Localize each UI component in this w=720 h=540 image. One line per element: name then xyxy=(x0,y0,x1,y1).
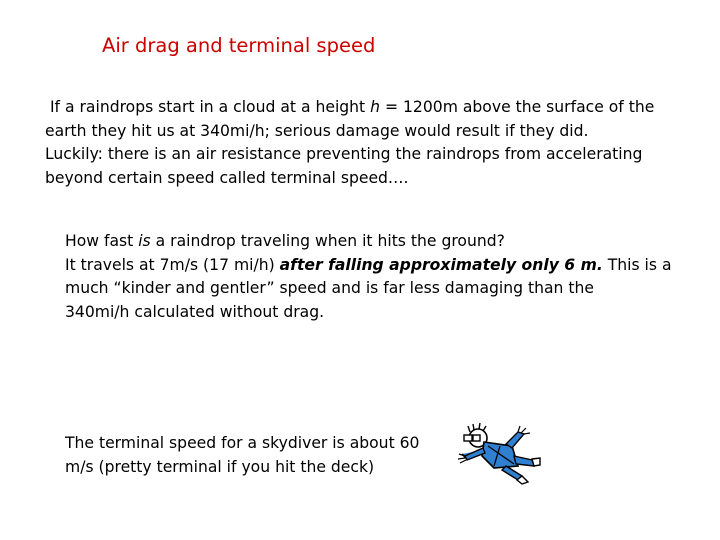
intro-line-4: beyond certain speed called terminal speed…. xyxy=(45,168,409,187)
intro-line-1 xyxy=(45,96,685,120)
question-line-3: much “kinder and gentler” speed and is far less damaging than the xyxy=(65,279,594,298)
emphasis-is: is xyxy=(138,232,151,250)
emphasis-distance: after falling approximately only 6 m. xyxy=(279,255,603,274)
skydiver-line-2: m/s (pretty terminal if you hit the deck) xyxy=(65,457,375,476)
intro-line-3: Luckily: there is an air resistance preventing the raindrops from accelerating xyxy=(45,145,643,164)
slide-title: Air drag and terminal speed xyxy=(102,34,376,57)
question-line-1-end: a raindrop traveling when it hits the ground? xyxy=(150,232,505,250)
question-line-1 xyxy=(65,230,685,254)
question-paragraph xyxy=(65,230,685,324)
question-line-2-end: This is a xyxy=(602,255,672,274)
skydiver-paragraph xyxy=(65,432,445,479)
intro-line-1-end: = 1200m above the surface of the xyxy=(380,98,655,116)
skydiver-line-1: The terminal speed for a skydiver is about 60 xyxy=(65,434,420,452)
intro-line-1-start: If a raindrops start in a cloud at a height xyxy=(45,98,371,116)
question-line-2-start: It travels at 7m/s (17 mi/h) xyxy=(65,255,280,274)
height-variable: h xyxy=(370,98,381,116)
intro-line-2: earth they hit us at 340mi/h; serious damage would result if they did. xyxy=(45,121,589,140)
intro-paragraph xyxy=(45,96,685,190)
question-line-1-start: How fast xyxy=(65,232,139,250)
question-line-4: 340mi/h calculated without drag. xyxy=(65,302,325,321)
skydiver-icon xyxy=(456,420,542,486)
question-line-2 xyxy=(65,254,685,278)
